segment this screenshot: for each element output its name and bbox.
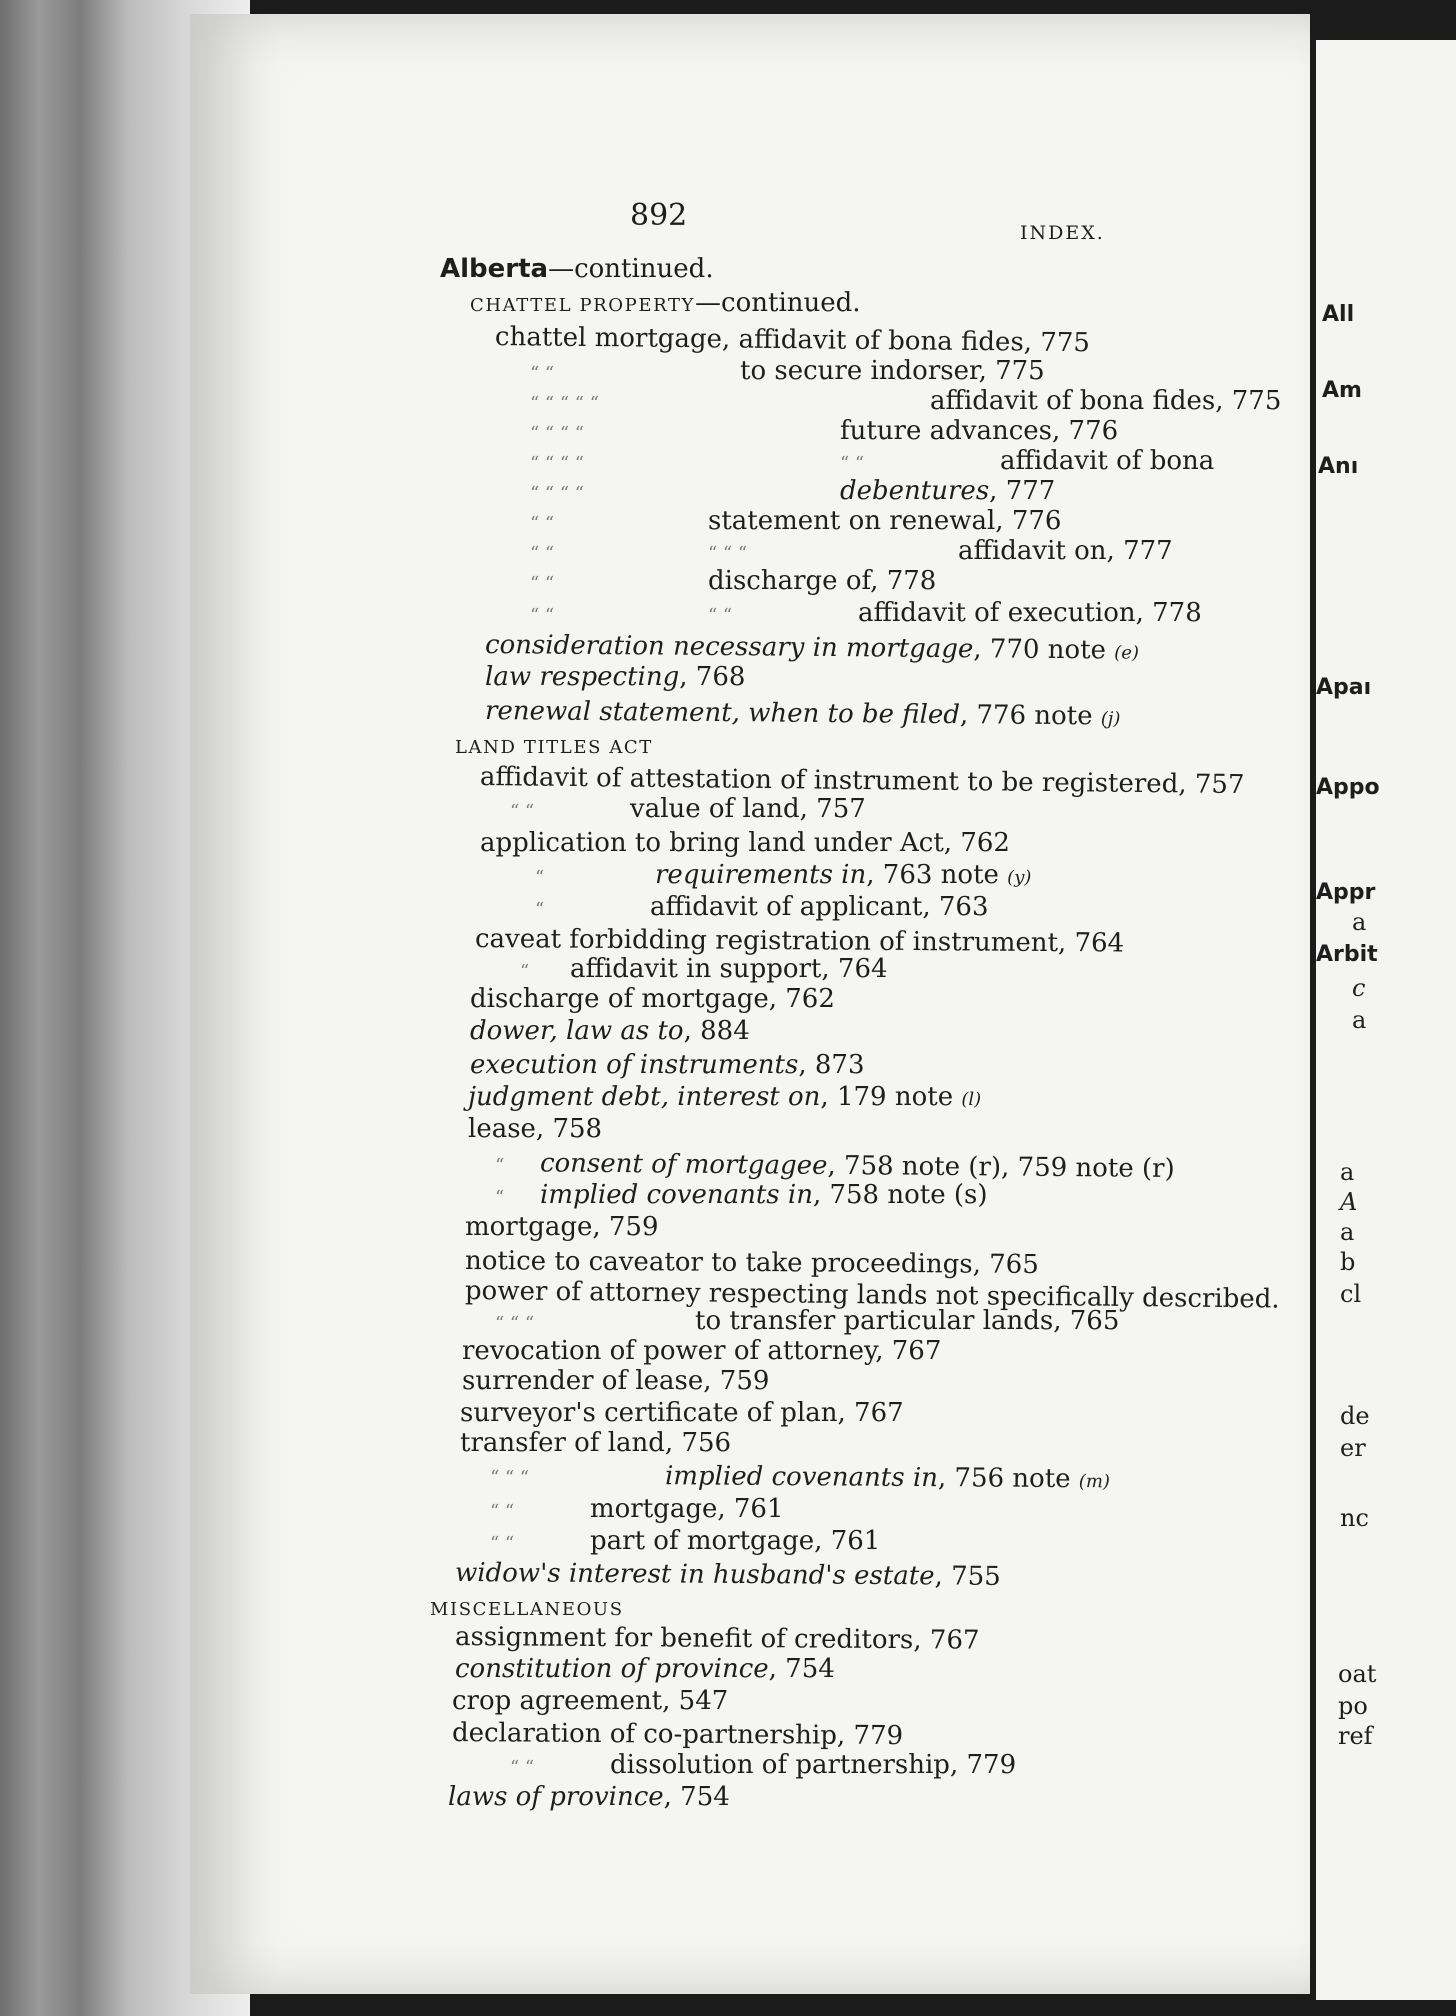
note-letter: (y) — [1007, 867, 1032, 888]
entry-text: affidavit of bona fides, 775 — [930, 386, 1282, 416]
note-letter: (j) — [1100, 708, 1121, 730]
ditto-marks: “ “ — [510, 1757, 535, 1778]
entry-text: future advances, 776 — [840, 416, 1119, 446]
entry-text: caveat forbidding registration of instrument, 764 — [474, 924, 1125, 959]
facing-fragment: de — [1340, 1402, 1370, 1430]
entry-text: mortgage, 761 — [590, 1494, 784, 1524]
ditto-marks: “ “ “ “ — [530, 453, 584, 474]
entry-text: , 754 — [768, 1654, 835, 1684]
entry-italic: law respecting — [485, 662, 680, 692]
page-number: 892 — [630, 198, 688, 233]
entry-text: , 763 note — [866, 860, 999, 890]
entry-text: affidavit of attestation of instrument to be registered, 757 — [479, 762, 1245, 801]
ditto-marks: “ “ “ — [489, 1467, 530, 1489]
facing-fragment: ref — [1338, 1722, 1373, 1750]
ditto-marks: “ “ — [510, 801, 535, 822]
index-subentry — [530, 506, 1061, 539]
entry-italic: implied covenants in — [664, 1461, 939, 1494]
running-title: INDEX. — [1020, 222, 1105, 244]
entry-italic: dower, law as to — [470, 1016, 684, 1046]
index-entry — [485, 662, 745, 692]
ditto-marks: “ “ — [530, 543, 555, 564]
entry-italic: constitution of province — [455, 1654, 769, 1684]
facing-fragment: nc — [1340, 1504, 1369, 1532]
index-entry — [455, 1558, 1001, 1592]
entry-text: , 755 — [934, 1561, 1001, 1592]
section-caps: CHATTEL PROPERTY — [470, 295, 696, 316]
facing-fragment: oat — [1338, 1660, 1377, 1688]
ditto-marks-mid: “ “ — [708, 605, 733, 626]
entry-text: power of attorney respecting lands not specifically described. — [464, 1276, 1280, 1315]
index-subentry — [520, 954, 888, 987]
entry-text: transfer of land, 756 — [460, 1428, 732, 1458]
entry-italic: implied covenants in — [540, 1180, 813, 1210]
ditto-marks: “ “ — [530, 363, 555, 384]
index-subentry — [530, 598, 1202, 631]
ditto-marks: “ “ — [490, 1501, 515, 1522]
index-subentry — [535, 892, 989, 925]
index-subentry — [510, 794, 866, 827]
index-subentry — [490, 1526, 880, 1559]
entry-text: surrender of lease, 759 — [462, 1366, 770, 1396]
facing-fragment: All — [1322, 302, 1355, 327]
ditto-marks: “ “ — [490, 1533, 515, 1554]
index-subentry — [490, 1460, 1110, 1497]
section-caps: MISCELLANEOUS — [430, 1599, 624, 1620]
ditto-marks: “ “ “ — [495, 1313, 535, 1334]
index-entry — [452, 1686, 728, 1716]
facing-fragment: a — [1352, 1006, 1367, 1034]
entry-text: affidavit of execution, 778 — [858, 598, 1202, 628]
section-heading — [455, 730, 653, 763]
facing-fragment: a — [1352, 908, 1367, 936]
facing-fragment: cl — [1340, 1280, 1362, 1308]
entry-italic: judgment debt, interest on — [468, 1082, 821, 1112]
entry-italic: consent of mortgagee — [539, 1148, 828, 1181]
index-entry — [465, 1212, 659, 1242]
facing-fragment: Appo — [1316, 775, 1380, 800]
ditto-marks-mid: “ “ — [840, 453, 865, 474]
ditto-marks: “ “ — [530, 513, 555, 534]
entry-italic: laws of province — [448, 1782, 664, 1812]
note-letter: (l) — [961, 1089, 982, 1110]
entry-text: , 758 note (s) — [812, 1180, 988, 1210]
entry-text: statement on renewal, 776 — [708, 506, 1062, 536]
ditto-marks: “ “ — [530, 573, 555, 594]
index-entry — [468, 1082, 981, 1115]
note-letter: (m) — [1078, 1471, 1111, 1493]
entry-text: surveyor's certificate of plan, 767 — [460, 1398, 904, 1428]
entry-text: , 756 note — [937, 1463, 1071, 1495]
index-entry — [448, 1782, 730, 1812]
facing-fragment: c — [1352, 974, 1366, 1002]
index-entry — [452, 1718, 903, 1751]
index-heading — [440, 254, 714, 284]
entry-text: discharge of, 778 — [708, 566, 937, 596]
entry-text: , 754 — [663, 1782, 730, 1812]
entry-italic: execution of instruments — [470, 1050, 799, 1080]
index-subentry — [490, 1494, 784, 1527]
ditto-marks: “ — [535, 867, 545, 888]
entry-text: notice to caveator to take proceedings, 765 — [464, 1246, 1039, 1281]
index-entry — [455, 1654, 835, 1684]
entry-text: , 777 — [989, 476, 1056, 506]
facing-fragment: Appr — [1316, 880, 1376, 905]
index-subentry — [530, 536, 1173, 569]
entry-text: , 768 — [679, 662, 746, 692]
entry-italic: requirements in — [655, 860, 867, 890]
ditto-marks: “ — [495, 1187, 505, 1208]
entry-text: to secure indorser, 775 — [740, 356, 1045, 386]
ditto-marks: “ — [520, 961, 530, 982]
note-letter: (e) — [1114, 642, 1140, 664]
section-heading — [430, 1592, 624, 1625]
entry-italic: debentures — [840, 476, 990, 506]
entry-italic: renewal statement, when to be filed — [484, 696, 961, 731]
facing-fragment: A — [1340, 1188, 1358, 1216]
index-entry — [468, 1114, 602, 1144]
facing-page-edge — [1316, 40, 1456, 2000]
facing-fragment: Arbit — [1316, 942, 1378, 967]
index-entry — [470, 984, 835, 1014]
ditto-marks: “ “ “ “ “ — [530, 393, 599, 414]
index-entry — [462, 1336, 941, 1366]
facing-fragment: Am — [1322, 378, 1362, 403]
section-caps: LAND TITLES ACT — [455, 737, 653, 758]
index-subentry — [530, 446, 1214, 479]
facing-fragment: po — [1338, 1692, 1368, 1720]
entry-text: , 873 — [798, 1050, 865, 1080]
entry-italic: consideration necessary in mortgage — [484, 630, 974, 665]
entry-text: affidavit in support, 764 — [570, 954, 888, 984]
entry-text: , 758 note (r), 759 note (r) — [827, 1150, 1175, 1184]
index-subentry — [530, 386, 1281, 419]
entry-text: lease, 758 — [468, 1114, 603, 1144]
index-page — [190, 14, 1310, 1994]
ditto-marks-mid: “ “ “ — [708, 543, 748, 564]
facing-fragment: er — [1340, 1434, 1366, 1462]
entry-text: mortgage, 759 — [465, 1212, 659, 1242]
ditto-marks: “ — [494, 1155, 505, 1177]
index-subentry — [510, 1750, 1016, 1783]
entry-text: to transfer particular lands, 765 — [695, 1306, 1120, 1336]
heading-term: Alberta — [440, 254, 549, 284]
index-entry — [470, 1050, 864, 1080]
index-subentry — [530, 356, 1045, 389]
entry-text: dissolution of partnership, 779 — [610, 1750, 1017, 1780]
entry-text: application to bring land under Act, 762 — [480, 828, 1010, 858]
index-subentry — [530, 416, 1118, 449]
index-subentry — [495, 1180, 988, 1213]
facing-fragment: Anı — [1318, 454, 1359, 479]
entry-italic: widow's interest in husband's estate — [454, 1558, 935, 1592]
index-entry — [455, 1622, 980, 1656]
index-subentry — [495, 1306, 1440, 1339]
section-heading — [470, 288, 861, 321]
entry-text: , 776 note — [959, 700, 1093, 732]
index-entry — [460, 1398, 904, 1428]
entry-text: revocation of power of attorney, 767 — [462, 1336, 942, 1366]
index-entry — [495, 322, 1090, 358]
index-subentry — [530, 566, 936, 599]
index-subentry — [535, 860, 1031, 893]
entry-text: part of mortgage, 761 — [590, 1526, 881, 1556]
entry-text: affidavit of bona — [1000, 446, 1215, 476]
entry-text: , 884 — [683, 1016, 750, 1046]
facing-fragment: a — [1340, 1158, 1355, 1186]
index-entry — [462, 1366, 769, 1396]
index-entry — [480, 828, 1010, 858]
entry-text: affidavit of applicant, 763 — [650, 892, 989, 922]
facing-fragment: b — [1340, 1248, 1356, 1276]
entry-text: affidavit on, 777 — [958, 536, 1173, 566]
entry-text: , 179 note — [820, 1082, 954, 1112]
index-entry — [470, 1016, 750, 1046]
ditto-marks: “ “ “ “ — [530, 423, 584, 444]
section-rest: —continued. — [695, 288, 861, 318]
facing-fragment: Apaı — [1316, 675, 1372, 700]
entry-text: assignment for benefit of creditors, 767 — [454, 1622, 980, 1656]
entry-text: chattel mortgage, affidavit of bona fides, 775 — [494, 322, 1091, 359]
heading-rest: —continued. — [548, 254, 714, 284]
entry-text: discharge of mortgage, 762 — [470, 984, 835, 1014]
index-entry — [485, 696, 1121, 735]
entry-text: declaration of co-partnership, 779 — [451, 1718, 904, 1752]
entry-text: , 770 note — [973, 634, 1107, 666]
index-entry — [460, 1428, 731, 1458]
ditto-marks: “ “ — [530, 605, 555, 626]
entry-text: crop agreement, 547 — [452, 1686, 729, 1716]
entry-text: value of land, 757 — [630, 794, 866, 824]
index-entry — [465, 1246, 1039, 1280]
facing-fragment: a — [1340, 1218, 1355, 1246]
ditto-marks: “ — [535, 899, 545, 920]
ditto-marks: “ “ “ “ — [530, 483, 584, 504]
